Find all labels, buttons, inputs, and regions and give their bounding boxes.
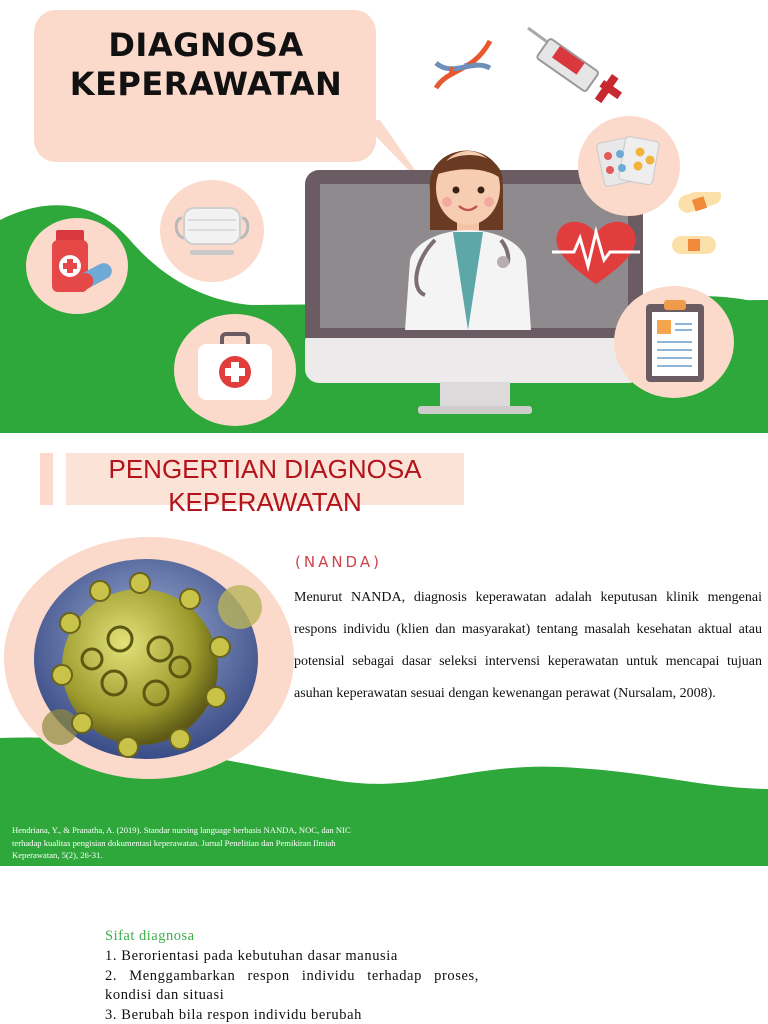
- definition-slide: [0, 433, 768, 866]
- heading-accent-bar: [40, 453, 53, 505]
- section-heading-line1: PENGERTIAN DIAGNOSA: [108, 454, 422, 484]
- syringe-icon: [524, 24, 632, 110]
- plaster-icon: [670, 192, 730, 264]
- sifat-item-3: 3. Berubah bila respon individu berubah: [105, 1006, 362, 1023]
- virus-illustration: [30, 557, 262, 761]
- definition-paragraph: Menurut NANDA, diagnosis keperawatan adalah keputusan klinik mengenai respons individu (klien dan masyarakat) tentang masalah kesehatan aktual atau potensial sebagai dasar seleksi intervensi keperawatan untuk mencapai tujuan asuhan keperawatan sesuai dengan kewenangan perawat (Nursalam, 2008).: [294, 590, 762, 701]
- clipboard-icon: [644, 298, 706, 384]
- heartbeat-icon: [552, 216, 640, 288]
- mask-icon: [174, 200, 250, 260]
- reference-citation: Hendriana, Y., & Pranatha, A. (2019). Standar nursing language berbasis NANDA, NOC, dan NIC terhadap kualitas pengisian dokumentasi keperawatan. Jurnal Penelitian dan Pemikiran Ilmiah Keperawatan, 5(2), 26-31.: [12, 825, 351, 860]
- cover-title-line1: DIAGNOSA: [108, 26, 304, 64]
- section-heading: [66, 453, 464, 519]
- cover-title: [58, 26, 354, 104]
- section-heading-line2: KEPERAWATAN: [168, 487, 362, 517]
- pills-icon: [590, 130, 670, 200]
- sifat-item-2: 2. Menggambarkan respon individu terhadap proses, kondisi dan situasi: [105, 967, 479, 1003]
- cover-title-line2: KEPERAWATAN: [69, 65, 343, 103]
- first-aid-kit-icon: [194, 332, 276, 404]
- doctor-illustration: [395, 130, 545, 330]
- nanda-subheading: (NANDA): [295, 553, 382, 571]
- sifat-slide: [0, 866, 768, 1024]
- sifat-title: Sifat diagnosa: [105, 928, 195, 944]
- cover-slide: [0, 0, 768, 433]
- sifat-item-1: 1. Berorientasi pada kebutuhan dasar manusia: [105, 948, 398, 964]
- dna-icon: [428, 33, 498, 95]
- sifat-list: [105, 947, 479, 1024]
- medicine-bottle-icon: [46, 228, 116, 308]
